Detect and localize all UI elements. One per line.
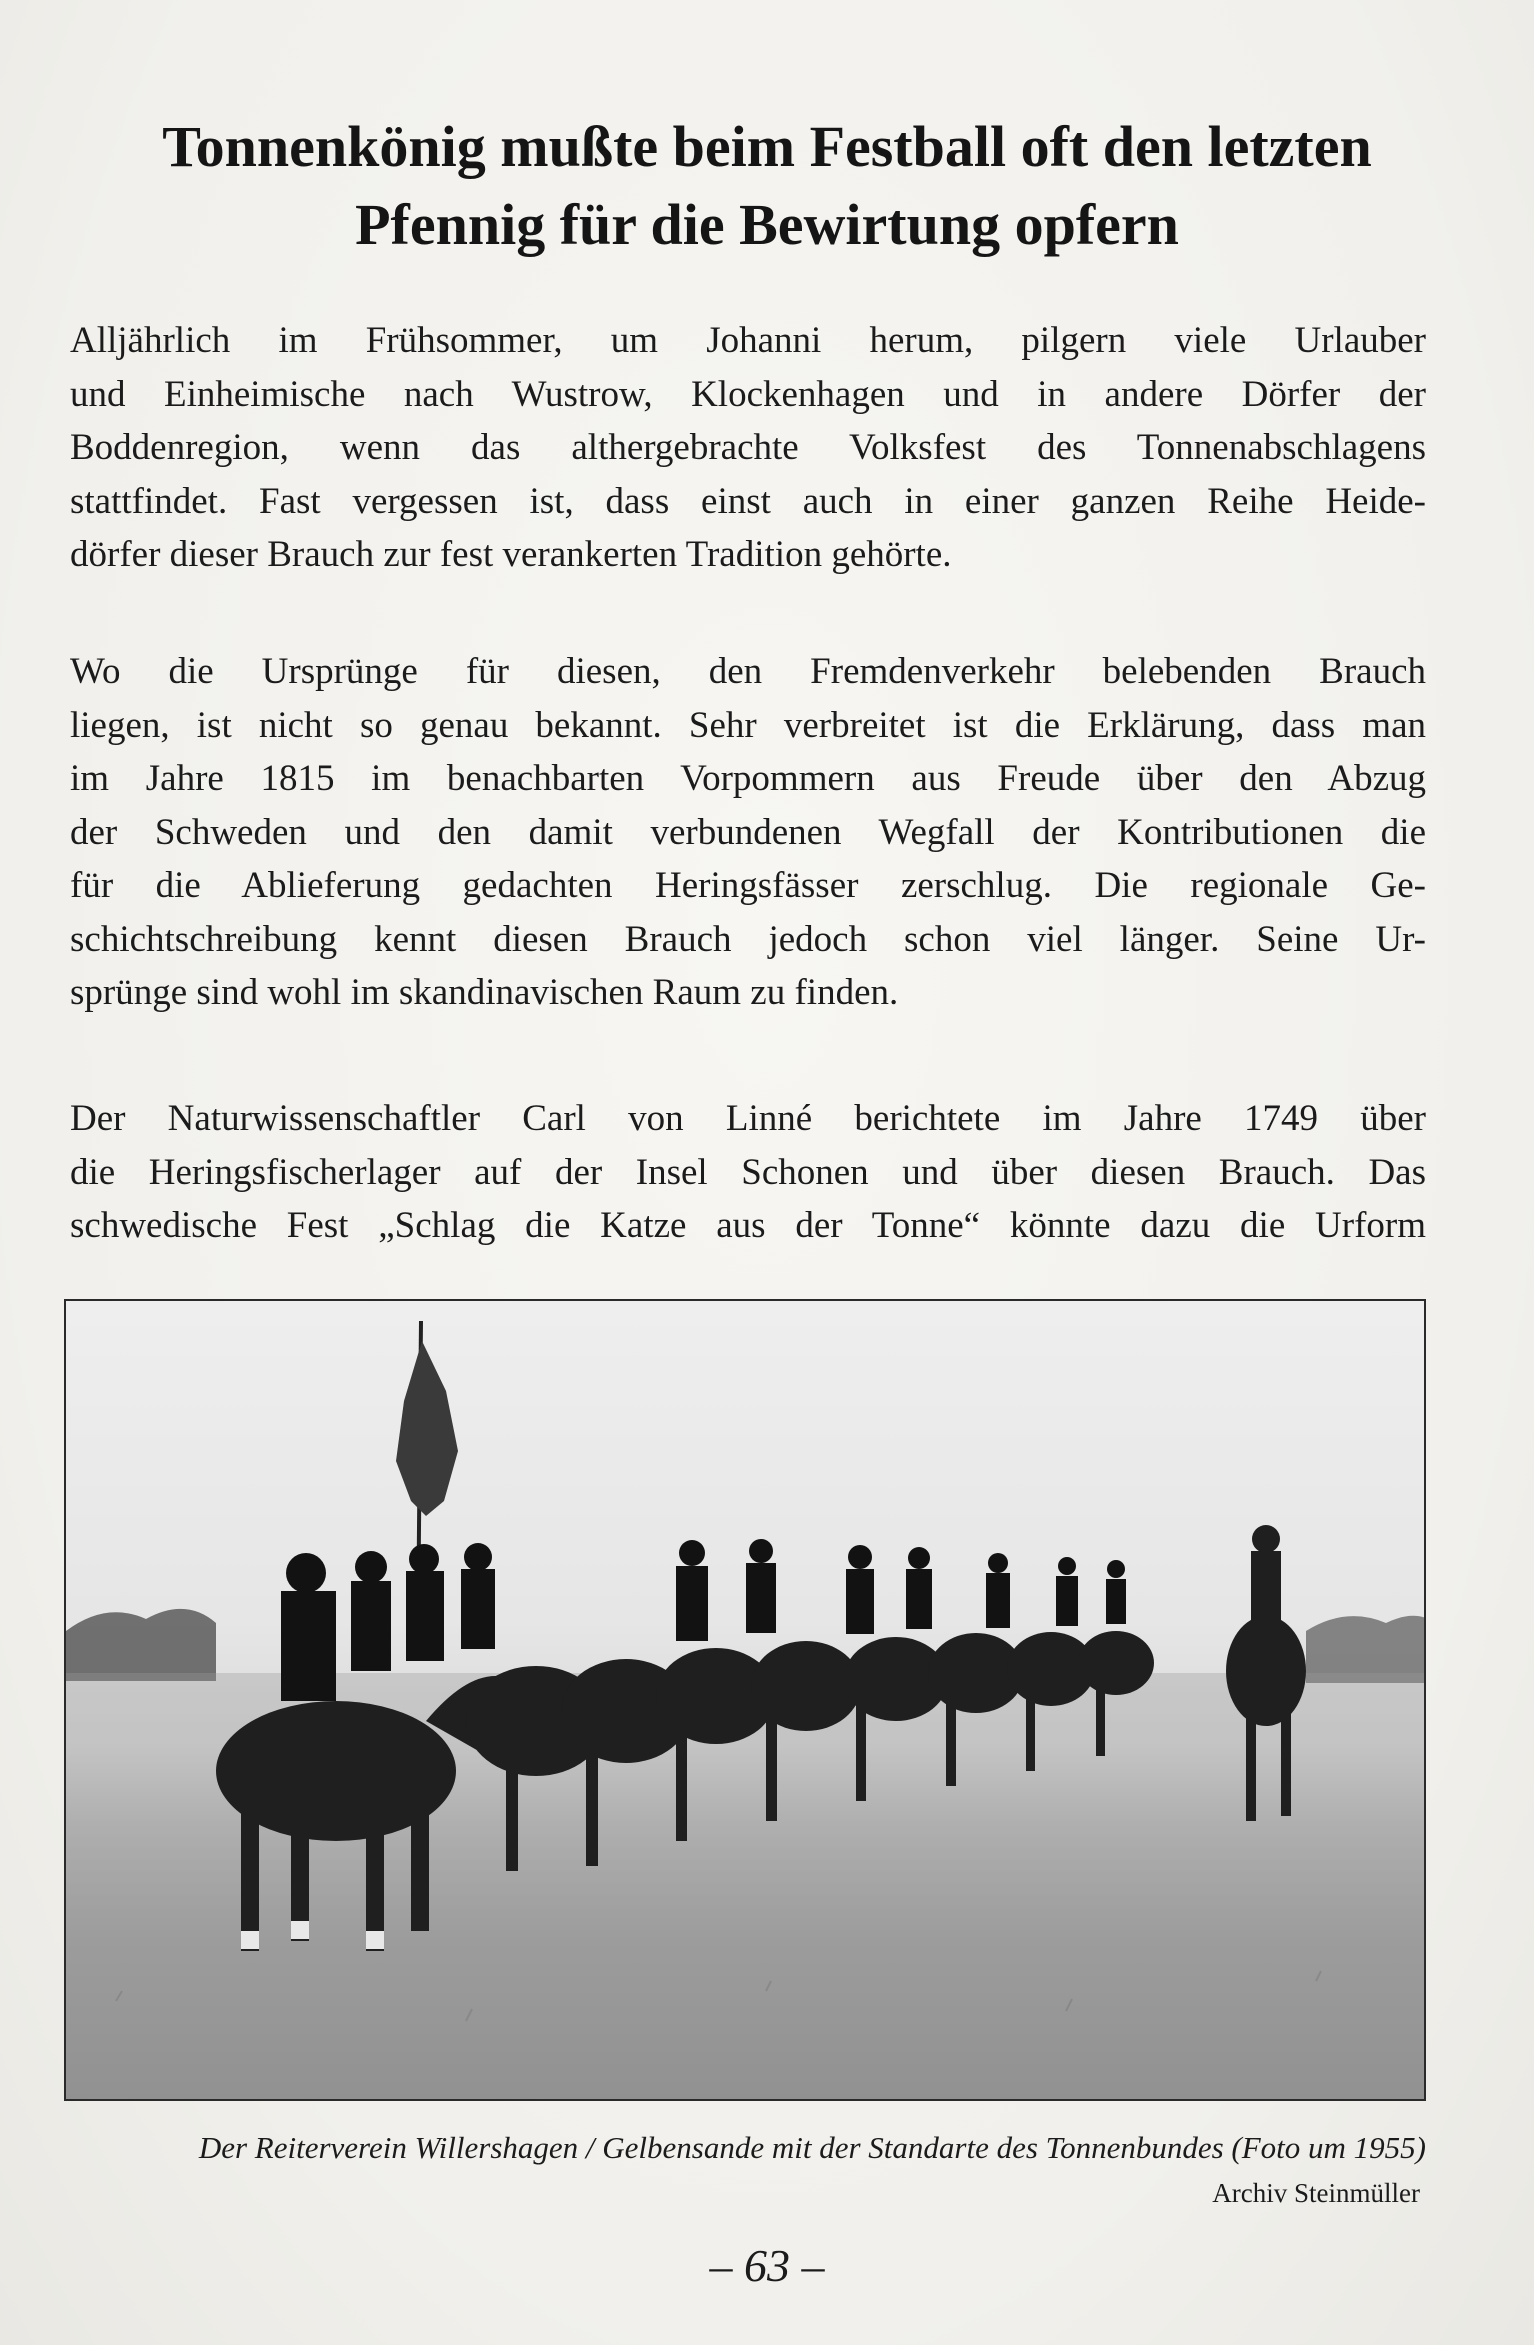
text-line: liegen, ist nicht so genau bekannt. Sehr verbreitet ist die Erklärung, dass man [70, 704, 1426, 746]
text-line: dörfer dieser Brauch zur fest verankerten Tradition gehörte. [70, 534, 952, 575]
text-line: im Jahre 1815 im benachbarten Vorpommern aus Freude über den Abzug [70, 758, 1426, 799]
text-line: Boddenregion, wenn das althergebrachte Volksfest des Tonnenabschlagens [70, 427, 1426, 468]
page-number: – 63 – [709, 2240, 825, 2291]
text-line: und Einheimische nach Wustrow, Klockenhagen und in andere Dörfer der [70, 373, 1426, 415]
text-line: sprünge sind wohl im skandinavischen Raum zu finden. [70, 972, 899, 1013]
historic-photo-riders [64, 1299, 1426, 2101]
text-line: Alljährlich im Frühsommer, um Johanni herum, pilgern viele Urlauber [70, 320, 1426, 361]
photo-credit: Archiv Steinmüller [1212, 2178, 1420, 2208]
title-line-2: Pfennig für die Bewirtung opfern [355, 192, 1179, 257]
text-line: für die Ablieferung gedachten Heringsfässer zerschlug. Die regionale Ge- [70, 865, 1426, 906]
text-line: die Heringsfischerlager auf der Insel Schonen und über diesen Brauch. Das [70, 1151, 1426, 1193]
text-line: der Schweden und den damit verbundenen Wegfall der Kontributionen die [70, 811, 1426, 853]
title-line-1: Tonnenkönig mußte beim Festball oft den letzten [162, 114, 1372, 179]
text-line: stattfindet. Fast vergessen ist, dass einst auch in einer ganzen Reihe Heide- [70, 480, 1426, 522]
paragraph-1 [70, 314, 1426, 582]
page-title [70, 108, 1464, 264]
text-line: schichtschreibung kennt diesen Brauch jedoch schon viel länger. Seine Ur- [70, 918, 1426, 960]
paragraph-2 [70, 645, 1426, 1020]
photo-illustration [66, 1301, 1426, 2101]
paragraph-3 [70, 1092, 1426, 1253]
text-line: Wo die Ursprünge für diesen, den Fremdenverkehr belebenden Brauch [70, 651, 1426, 692]
photo-caption: Der Reiterverein Willershagen / Gelbensande mit der Standarte des Tonnenbundes (Foto um 1955) [198, 2130, 1426, 2165]
text-line: Der Naturwissenschaftler Carl von Linné berichtete im Jahre 1749 über [70, 1098, 1426, 1139]
text-line: schwedische Fest „Schlag die Katze aus der Tonne“ könnte dazu die Urform [70, 1205, 1426, 1246]
